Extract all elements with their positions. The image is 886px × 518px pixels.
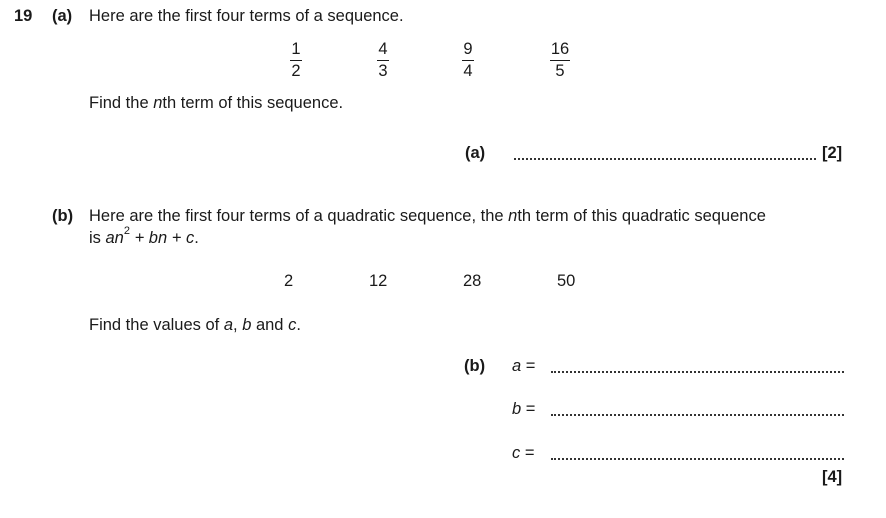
quad-term-4: 50 [557, 272, 576, 290]
part-b-text-line2 [89, 225, 199, 248]
part-a-instruction [89, 94, 343, 113]
term-3-numerator: 9 [463, 40, 473, 58]
text-suffix: . [194, 229, 199, 247]
answer-a-line[interactable] [551, 371, 844, 373]
answer-b-label [512, 400, 535, 419]
text-prefix: Here are the first four terms of a quadratic sequence, the [89, 207, 509, 225]
separator: , [233, 316, 243, 334]
expr-an: an [105, 229, 124, 247]
answer-c-line[interactable] [551, 458, 844, 460]
part-a-marks: [2] [822, 144, 843, 162]
quad-term-1: 2 [284, 272, 294, 290]
expr-power: 2 [123, 225, 130, 237]
instruction-suffix: . [296, 316, 301, 334]
text-variable: n [508, 207, 518, 225]
fraction-bar [377, 60, 389, 61]
answer-c-label [512, 444, 534, 463]
part-b-label: (b) [52, 207, 74, 225]
var-b: b [242, 316, 252, 334]
answer-eq: = [520, 444, 535, 462]
sequence-term-4 [545, 41, 575, 80]
sequence-term-3 [453, 41, 483, 80]
part-b-answer-label: (b) [464, 357, 486, 375]
text-prefix: is [89, 229, 106, 247]
sequence-term-1 [281, 41, 311, 80]
answer-var: c [512, 444, 521, 462]
answer-eq: = [521, 400, 536, 418]
part-b-marks: [4] [822, 468, 843, 486]
answer-eq: = [521, 357, 536, 375]
term-2-numerator: 4 [378, 40, 388, 58]
fraction-bar [290, 60, 302, 61]
var-c: c [288, 316, 297, 334]
instruction-prefix: Find the [89, 94, 154, 112]
question-number: 19 [14, 7, 33, 25]
answer-a-label [512, 357, 535, 376]
term-2-denominator: 3 [378, 62, 388, 80]
answer-b-line[interactable] [551, 414, 844, 416]
var-a: a [223, 316, 234, 334]
instruction-prefix: Find the values of [89, 316, 224, 334]
instruction-variable: n [153, 94, 163, 112]
answer-var: a [512, 357, 522, 375]
text-suffix: th term of this quadratic sequence [517, 207, 766, 225]
part-a-answer-line[interactable] [514, 158, 816, 160]
term-4-denominator: 5 [555, 62, 565, 80]
term-3-denominator: 4 [463, 62, 473, 80]
part-a-label: (a) [52, 7, 73, 25]
term-1-denominator: 2 [291, 62, 301, 80]
instruction-suffix: th term of this sequence. [162, 94, 344, 112]
sequence-term-2 [368, 41, 398, 80]
part-b-instruction [89, 316, 301, 335]
expr-rest: + bn + c [129, 229, 195, 247]
fraction-bar [462, 60, 474, 61]
quad-term-2: 12 [369, 272, 388, 290]
answer-var: b [512, 400, 522, 418]
fraction-bar [550, 60, 570, 61]
term-1-numerator: 1 [291, 40, 301, 58]
part-a-answer-label: (a) [465, 144, 486, 162]
part-b-text-line1 [89, 207, 766, 226]
separator: and [251, 316, 289, 334]
term-4-numerator: 16 [550, 40, 570, 58]
quad-term-3: 28 [463, 272, 482, 290]
part-a-text: Here are the first four terms of a sequence. [89, 7, 404, 25]
